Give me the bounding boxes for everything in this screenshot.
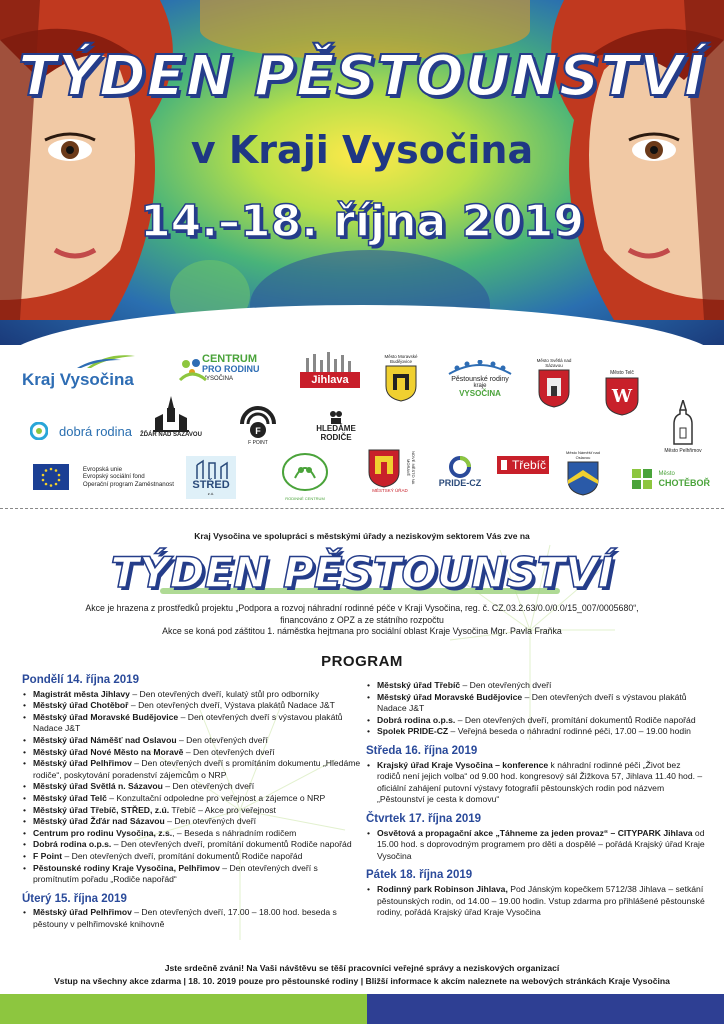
rodinne-centrum-text: RODINNÉ CENTRUM <box>285 496 325 501</box>
namest-crest <box>560 450 606 496</box>
program-heading: PROGRAM <box>321 653 403 670</box>
stred-logo <box>186 456 236 499</box>
project-line1: Akce je hrazena z prostředků projektu „Podpora a rozvoj náhradní rodinné péče v Kraji Vysočina, reg. č. CZ.03.2.63/0.0/0.0/15_007/0005680“, <box>85 603 639 613</box>
partner-logos <box>0 340 724 510</box>
zdar-text: ŽĎÁR NAD SÁZAVOU <box>140 432 202 438</box>
centrum-line2: PRO RODINU <box>202 364 260 374</box>
trebic-text: Třebíč <box>511 458 546 472</box>
moravske-caption: Město Moravské Budějovice <box>384 354 418 364</box>
wednesday-list <box>366 760 706 806</box>
stred-sub: z.ú. <box>207 491 215 496</box>
hledame-line2: RODIČE <box>320 433 352 442</box>
tuesday-list <box>22 907 362 930</box>
project-line2: financováno z OPZ a ze státního rozpočtu <box>280 614 444 625</box>
program-left-column <box>22 673 362 930</box>
eu-line2: Evropský sociální fond <box>82 473 145 481</box>
list-item: • Krajský úřad Kraje Vysočina – konference k náhradní rodinné péči „Život bez rodičů není jejich volba“ od 9.00 hod. kongresový sál Žižkova 57, Jihlava 11.40 hod. – oficiální zahájení putovní výstavy fotografií pěstounských rodin pod názvem „Pěstounství je cesta k domovu“ <box>366 760 706 806</box>
list-item: • Městský úřad Náměšť nad Oslavou – Den otevřených dveří <box>22 735 362 747</box>
pride-cz-logo <box>430 456 490 488</box>
pelhrimov-text: Město Pelhřimov <box>664 448 702 454</box>
eu-line3: Operační program Zaměstnanost <box>82 480 174 488</box>
monday-list <box>22 689 362 886</box>
project-info <box>70 603 654 638</box>
stred-text: STŘED <box>192 479 230 491</box>
eu-line1: Evropská unie <box>82 465 123 473</box>
trebic-logo <box>497 456 549 474</box>
namest-caption: Město Náměšť nad Oslavou <box>566 450 600 460</box>
list-item: • Městský úřad Žďár nad Sázavou – Den otevřených dveří <box>22 816 362 828</box>
list-item: • F Point – Den otevřených dveří, promítání dokumentů Rodiče napořád <box>22 851 362 863</box>
list-item: • Dobrá rodina o.p.s. – Den otevřených dveří, promítání dokumentů Rodiče napořád <box>22 839 362 851</box>
list-item: • Městský úřad Moravské Budějovice – Den otevřených dveří s výstavou plakátů Nadace J&T <box>22 712 362 735</box>
chotebor-line1: Město <box>658 471 675 477</box>
program-right-column <box>366 680 706 919</box>
cut-line <box>0 508 724 509</box>
chotebor-logo <box>630 468 710 490</box>
nove-mesto-crest <box>364 448 416 493</box>
jihlava-logo-text: Jihlava <box>300 372 360 388</box>
moravske-budejovice-crest <box>378 354 424 402</box>
footer-invitation: Jste srdečně zváni! Na Vaši návštěvu se těší pracovníci veřejné správy a neziskových organizací <box>164 963 560 973</box>
f-point-logo <box>232 406 284 446</box>
list-item: • Městský úřad Chotěboř – Den otevřených dveří, Výstava plakátů Nadace J&T <box>22 700 362 712</box>
list-item: • Městský úřad Třebíč, STŘED, z.ú. Třebíč – Akce pro veřejnost <box>22 805 362 817</box>
kraj-vysocina-logo <box>22 352 152 390</box>
list-item: • Městský úřad Pelhřimov – Den otevřených dveří, 17.00 – 18.00 hod. beseda s pěstouny v pelhřimovské knihovně <box>22 907 362 930</box>
list-item: • Rodinný park Robinson Jihlava, Pod Jánským kopečkem 5712/38 Jihlava – setkání pěstounských rodin, od 14.00 – 19.00 hodin. Vstup zdarma pro přihlášené pěstounské rodiny, pořádá Krajský úřad Kraje Vysočina <box>366 884 706 919</box>
list-item: • Městský úřad Nové Město na Moravě – Den otevřených dveří <box>22 747 362 759</box>
list-item: • Pěstounské rodiny Kraje Vysočina, Pelhřimov – Den otevřených dveří s promítnutím pořadu „Rodiče napořád“ <box>22 863 362 886</box>
day-heading-monday: Pondělí 14. října 2019 <box>22 674 139 686</box>
chotebor-line2: CHOTĚBOŘ <box>658 478 710 488</box>
list-item: • Dobrá rodina o.p.s. – Den otevřených dveří, promítání dokumentů Rodiče napořád <box>366 715 706 727</box>
list-item: • Městský úřad Telč – Konzultační odpoledne pro veřejnost a zájemce o NRP <box>22 793 362 805</box>
kraj-vysocina-logo-text: Kraj Vysočina <box>22 370 134 389</box>
event-subtitle: v Kraji Vysočina <box>190 128 534 172</box>
telc-crest <box>600 370 644 416</box>
pestounske-line3: VYSOČINA <box>459 389 501 398</box>
pestounske-line1: Pěstounské rodiny <box>451 376 509 383</box>
centrum-pro-rodinu-logo <box>178 354 278 384</box>
list-item: • Osvětová a propagační akce „Táhneme za jeden provaz“ – CITYPARK Jihlava od 15.00 hod. s doprovodným programem pro děti a dospělé – pořádá Krajský úřad Kraje Vysočina <box>366 828 706 863</box>
svetla-caption: Město Světlá nad Sázavou <box>536 358 572 368</box>
footer-bar-green <box>0 994 367 1024</box>
nove-mesto-side: NOVÉ MĚSTO NA MORAVĚ <box>406 451 416 485</box>
event-date: 14.–18. října 2019 <box>140 196 584 247</box>
hledame-line1: HLEDÁME <box>316 424 356 433</box>
list-item: • Městský úřad Moravské Budějovice – Den otevřených dveří s výstavou plakátů Nadace J&T <box>366 692 706 715</box>
intro-text: Kraj Vysočina ve spolupráci s městskými úřady a neziskovým sektorem Vás zve na <box>194 531 530 541</box>
program-event-title: TÝDEN PĚSTOUNSTVÍ <box>110 548 614 597</box>
svg-text:F: F <box>255 426 261 436</box>
pride-text: PRIDE-CZ <box>438 478 482 488</box>
centrum-line1: CENTRUM <box>202 353 257 365</box>
project-line3: Akce se koná pod záštitou 1. náměstka hejtmana pro sociální oblast Kraje Vysočina Mgr. Pavla Fraňka <box>162 626 562 636</box>
list-item: • Centrum pro rodinu Vysočina, z.s., – Beseda s náhradním rodičem <box>22 828 362 840</box>
day-heading-friday: Pátek 18. října 2019 <box>366 869 473 882</box>
event-title: TÝDEN PĚSTOUNSTVÍ <box>18 44 706 109</box>
pelhrimov-logo <box>658 400 708 454</box>
list-item: • Spolek PRIDE-CZ – Veřejná beseda o náhradní rodinné péči, 17.00 – 19.00 hodin <box>366 726 706 738</box>
day-heading-thursday: Čtvrtek 17. října 2019 <box>366 812 482 825</box>
dobra-rodina-logo <box>22 422 132 440</box>
day-heading-wednesday: Středa 16. října 2019 <box>366 744 478 757</box>
rodinne-centrum-logo <box>276 452 334 501</box>
footer-bar-blue <box>367 994 724 1024</box>
tuesday-continued-list <box>366 680 706 738</box>
svetla-crest <box>532 358 576 408</box>
thursday-list <box>366 828 706 863</box>
list-item: • Městský úřad Třebíč – Den otevřených dveří <box>366 680 706 692</box>
hledame-rodice-logo <box>314 410 358 442</box>
list-item: • Městský úřad Pelhřimov – Den otevřených dveří s promítáním dokumentu „Hledáme rodiče“, poskytování poradenství zájemcům o NRP <box>22 758 362 781</box>
hero-banner <box>0 0 724 345</box>
footer-info: Vstup na všechny akce zdarma | 18. 10. 2019 pouze pro pěstounské rodiny | Bližší informace k akcím naleznete na webových stránkách Kraje Vysočina <box>54 976 670 986</box>
centrum-line3: VYSOČINA <box>202 376 234 382</box>
eu-esf-logo <box>24 464 174 490</box>
friday-list <box>366 884 706 919</box>
pestounske-rodiny-logo <box>440 360 520 398</box>
svg-text:W: W <box>611 386 633 407</box>
dobra-rodina-text: dobrá rodina <box>59 423 132 439</box>
day-heading-tuesday: Úterý 15. října 2019 <box>22 892 127 905</box>
zdar-logo <box>140 396 202 438</box>
list-item: • Magistrát města Jihlavy – Den otevřených dveří, kulatý stůl pro odborníky <box>22 689 362 701</box>
telc-caption: Město Telč <box>610 370 634 376</box>
f-point-text: F POINT <box>248 440 268 446</box>
nove-mesto-text: MĚSTSKÝ ÚŘAD <box>372 488 408 493</box>
jihlava-logo <box>300 350 360 388</box>
list-item: • Městský úřad Světlá n. Sázavou – Den otevřených dveří <box>22 781 362 793</box>
pestounske-line2: kraje <box>473 383 487 389</box>
